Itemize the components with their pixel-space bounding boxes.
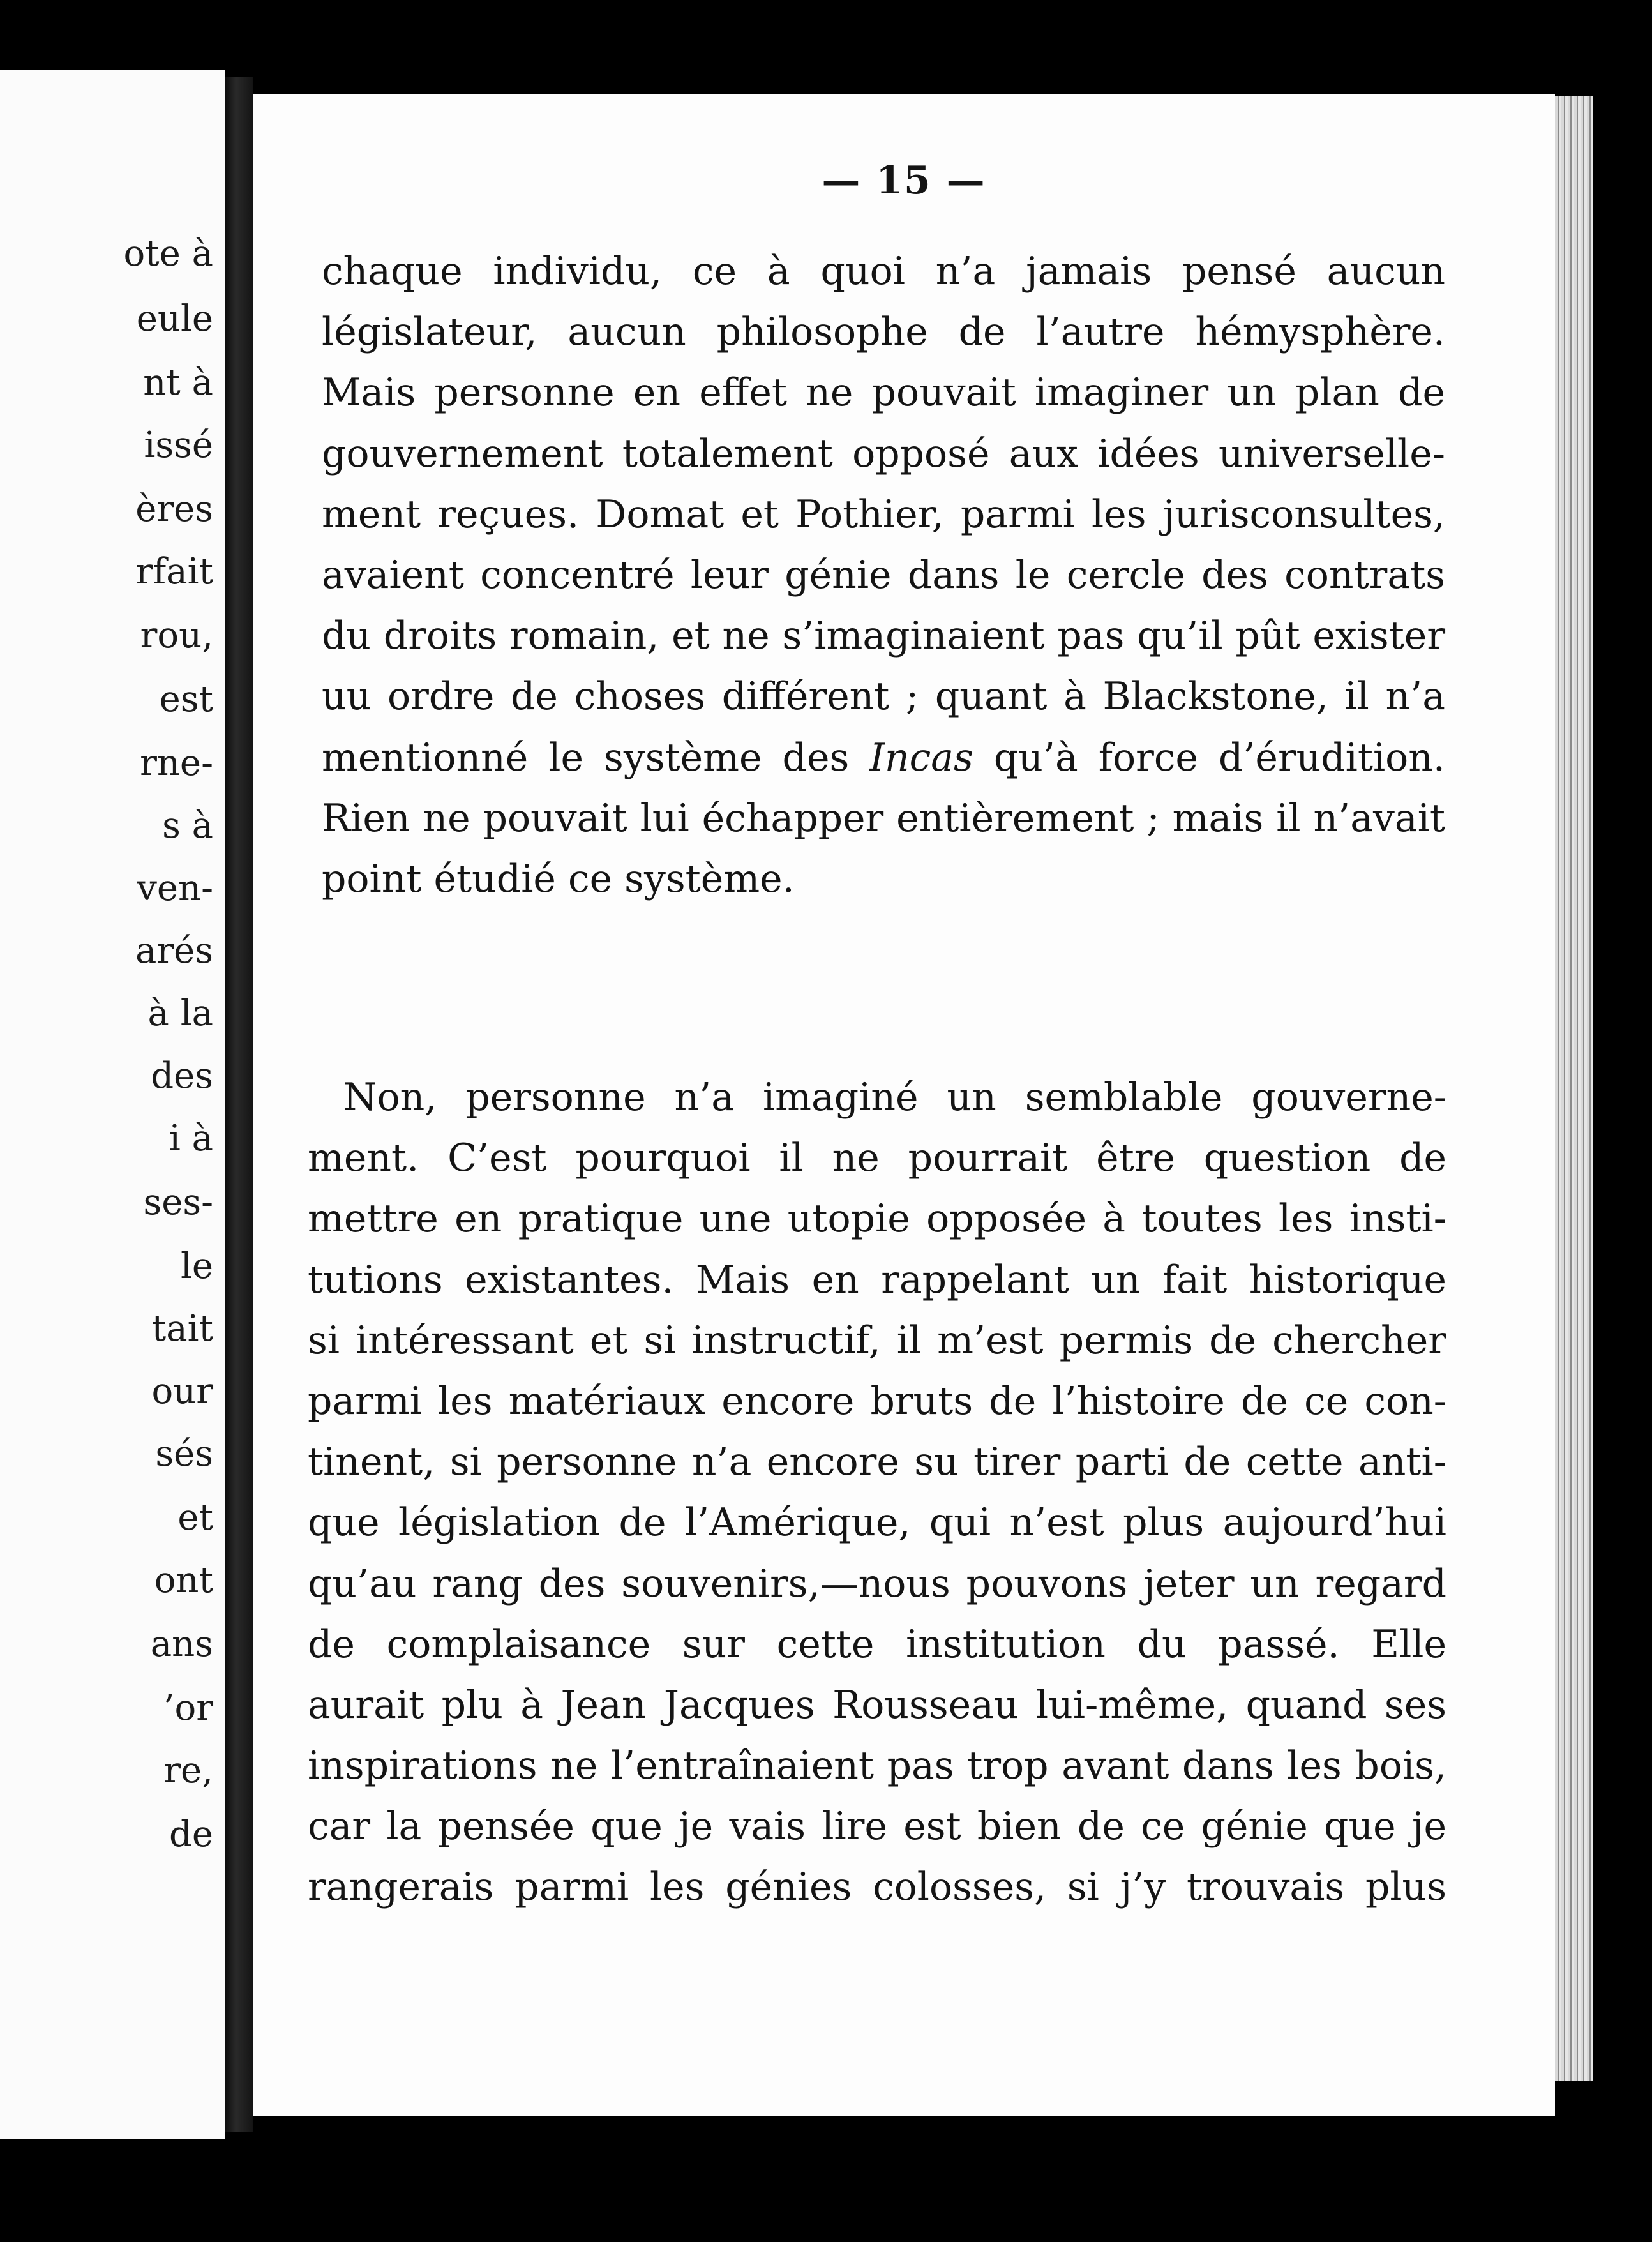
left-margin-fragment: eule <box>136 298 213 340</box>
text-line: avaient concentré leur génie dans le cercle des contrats <box>322 552 1445 598</box>
left-margin-fragment: ans <box>150 1623 213 1665</box>
left-margin-fragment: le <box>180 1245 213 1287</box>
current-page <box>253 94 1555 2116</box>
paragraph-1 <box>322 241 1445 910</box>
text-segment: qu’à force d’érudition. <box>993 735 1446 780</box>
text-line: tinent, si personne n’a encore su tirer parti de cette anti- <box>308 1440 1446 1485</box>
left-margin-fragment: est <box>159 679 213 720</box>
text-line: ment reçues. Domat et Pothier, parmi les jurisconsultes, <box>322 492 1445 537</box>
left-margin-fragment: issé <box>144 425 213 466</box>
left-margin-fragment: sés <box>155 1433 213 1475</box>
text-line: point étudié ce système. <box>322 856 795 901</box>
text-line: aurait plu à Jean Jacques Rousseau lui-même, quand ses <box>308 1682 1446 1727</box>
left-margin-fragment: ven- <box>137 868 213 909</box>
text-line: uu ordre de choses différent ; quant à Blackstone, il n’a <box>322 674 1445 719</box>
left-margin-fragment: et <box>177 1497 213 1539</box>
left-margin-fragment: s à <box>162 805 213 846</box>
text-line: de complaisance sur cette institution du passé. Elle <box>308 1621 1446 1667</box>
left-margin-fragment: ses- <box>143 1182 213 1223</box>
left-margin-fragment: i à <box>169 1118 213 1159</box>
left-margin-fragment: de <box>169 1814 213 1855</box>
left-margin-fragment: ote à <box>123 233 213 275</box>
paragraph-2 <box>308 1067 1446 1918</box>
book-gutter <box>225 77 253 2132</box>
text-line: législateur, aucun philosophe de l’autre hémysphère. <box>322 310 1445 355</box>
left-margin-fragment: rne- <box>140 742 213 784</box>
left-margin-fragment: arés <box>135 930 213 972</box>
text-line: parmi les matériaux encore bruts de l’histoire de ce con- <box>308 1378 1446 1424</box>
left-margin-fragment: rou, <box>140 615 213 656</box>
previous-page-fragment <box>0 70 225 2139</box>
left-margin-fragment: à la <box>147 993 213 1034</box>
text-line: ment. C’est pourquoi il ne pourrait être question de <box>308 1136 1446 1181</box>
text-line <box>322 728 1445 788</box>
page-number: — 15 — <box>822 158 986 203</box>
left-margin-fragment: nt à <box>143 362 213 403</box>
page-stack-edge <box>1555 96 1593 2081</box>
text-line: si intéressant et si instructif, il m’est permis de chercher <box>308 1318 1446 1363</box>
text-line: que législation de l’Amérique, qui n’est plus aujourd’hui <box>308 1500 1446 1546</box>
text-line: car la pensée que je vais lire est bien de ce génie que je <box>308 1804 1446 1849</box>
italic-term: Incas <box>869 735 973 780</box>
text-segment: mentionné le système des <box>322 735 850 780</box>
text-line: gouvernement totalement opposé aux idées universelle- <box>322 431 1445 476</box>
text-line: rangerais parmi les génies colosses, si j’y trouvais plus <box>308 1865 1446 1910</box>
text-line: Rien ne pouvait lui échapper entièrement ; mais il n’avait <box>322 795 1445 841</box>
text-line: tutions existantes. Mais en rappelant un fait historique <box>308 1257 1446 1302</box>
left-margin-fragment: ’or <box>163 1687 213 1729</box>
text-line: du droits romain, et ne s’imaginaient pas qu’il pût exister <box>322 613 1445 659</box>
text-line: Mais personne en effet ne pouvait imaginer un plan de <box>322 370 1445 416</box>
text-line: mettre en pratique une utopie opposée à toutes les insti- <box>308 1196 1446 1242</box>
text-line: qu’au rang des souvenirs,—nous pouvons jeter un regard <box>308 1561 1446 1606</box>
text-line: inspirations ne l’entraînaient pas trop avant dans les bois, <box>308 1743 1446 1789</box>
left-margin-fragment: rfait <box>135 551 213 592</box>
left-margin-fragment: ont <box>154 1560 213 1601</box>
left-margin-fragment: des <box>151 1055 213 1097</box>
text-line: chaque individu, ce à quoi n’a jamais pensé aucun <box>322 249 1445 294</box>
left-margin-fragment: tait <box>151 1308 213 1350</box>
text-line: Non, personne n’a imaginé un semblable gouverne- <box>343 1075 1446 1120</box>
left-margin-fragment: re, <box>163 1750 213 1791</box>
left-margin-fragment: our <box>151 1371 213 1412</box>
left-margin-fragment: ères <box>135 488 213 530</box>
